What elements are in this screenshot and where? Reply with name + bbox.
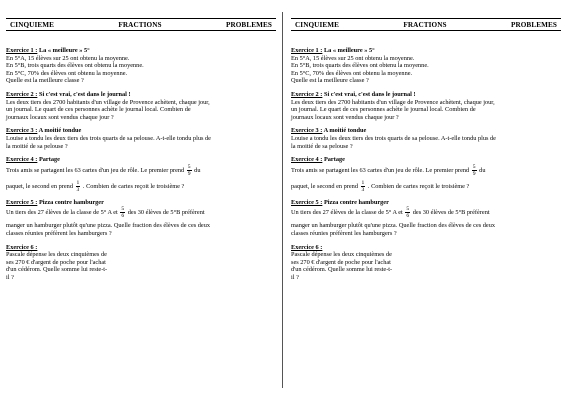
exercise-2 <box>6 91 276 121</box>
exercise-line: Un tiers des 27 élèves de la classe de 5° A et $\frac{5}{6}$ des 30 élèves de 5°B préfèrent <box>291 206 490 220</box>
exercise-line: un journal. Le quart de ces personnes achète le journal local. Combien de <box>6 106 191 114</box>
fraction: $\frac{5}{6}$ <box>406 206 410 220</box>
exercise-title: Exercice 1 : La « meilleure » 5° <box>6 47 90 54</box>
exercise-title: Exercice 6 : <box>6 243 38 251</box>
exercise-line: il ? <box>6 273 14 281</box>
exercise-line: il ? <box>291 273 299 281</box>
exercise-6 <box>291 244 409 282</box>
exercise-line: classes réunies préfèrent les hamburgers ? <box>6 229 112 237</box>
exercise-title: Exercice 4 : Partage <box>291 156 345 164</box>
exercise-line: En 5°B, trois quarts des élèves ont obtenu la moyenne. <box>6 62 144 70</box>
fraction: $\frac{1}{3}$ <box>76 179 80 193</box>
exercise-line: Quelle est la meilleure classe ? <box>291 77 369 85</box>
exercise-4 <box>291 156 561 193</box>
exercise-line: En 5°A, 15 élèves sur 25 ont obtenu la moyenne. <box>6 54 130 62</box>
exercise-3 <box>6 127 276 150</box>
exercise-3 <box>291 127 561 150</box>
exercise-line: Pascale dépense les deux cinquièmes de <box>291 251 392 259</box>
header-level: CINQUIEME <box>295 20 340 29</box>
exercise-title: Exercice 1 : La « meilleure » 5° <box>291 47 375 54</box>
exercise-1 <box>6 47 276 85</box>
exercise-line: la moitié de sa pelouse ? <box>291 142 353 150</box>
exercise-line: manger un hamburger plutôt qu'une pizza. Quelle fraction des élèves de ces deux <box>291 222 496 230</box>
worksheet-header <box>6 18 276 31</box>
exercise-title: Exercice 2 : Si c'est vrai, c'est dans le journal ! <box>291 90 416 98</box>
exercise-line: la moitié de sa pelouse ? <box>6 142 68 150</box>
exercise-line: classes réunies préfèrent les hamburgers ? <box>291 229 397 237</box>
exercise-line: Trois amis se partagent les 63 cartes d'un jeu de rôle. Le premier prend $\frac{5}{9}$ du <box>6 163 201 177</box>
exercise-title: Exercice 3 : A moitié tondue <box>291 127 367 135</box>
exercise-line: Louise a tondu les deux tiers des trois quarts de sa pelouse. A-t-elle tondu plus de <box>6 134 211 142</box>
exercise-line: paquet, le second en prend $\frac{1}{3}$ . Combien de cartes reçoit le troisième ? <box>291 179 470 193</box>
column-divider <box>282 12 283 388</box>
exercise-line: paquet, le second en prend $\frac{1}{3}$ . Combien de cartes reçoit le troisième ? <box>6 179 185 193</box>
exercise-line: En 5°C, 70% des élèves ont obtenu la moyenne. <box>6 69 128 77</box>
fraction: $\frac{1}{3}$ <box>361 179 365 193</box>
exercise-line: Louise a tondu les deux tiers des trois quarts de sa pelouse. A-t-elle tondu plus de <box>291 134 496 142</box>
header-type: PROBLEMES <box>510 20 557 29</box>
exercise-line: Trois amis se partagent les 63 cartes d'un jeu de rôle. Le premier prend $\frac{5}{9}$ du <box>291 163 486 177</box>
exercise-title: Exercice 5 : Pizza contre hamburger <box>6 198 104 206</box>
exercise-2 <box>291 91 561 121</box>
exercise-title: Exercice 3 : A moitié tondue <box>6 127 82 135</box>
exercise-line: Un tiers des 27 élèves de la classe de 5° A et $\frac{5}{6}$ des 30 élèves de 5°B préfèrent <box>6 206 205 220</box>
exercise-title: Exercice 4 : Partage <box>6 156 60 164</box>
exercise-line: Les deux tiers des 2700 habitants d'un village de Provence achètent, chaque jour, <box>6 98 210 106</box>
exercise-1 <box>291 47 561 85</box>
worksheet-column-left <box>6 18 276 281</box>
header-level: CINQUIEME <box>10 20 55 29</box>
fraction: $\frac{5}{6}$ <box>121 206 125 220</box>
fraction: $\frac{5}{9}$ <box>187 163 191 177</box>
worksheet-header <box>291 18 561 31</box>
exercise-line: En 5°A, 15 élèves sur 25 ont obtenu la moyenne. <box>291 54 415 62</box>
exercise-line: ses 270 € d'argent de poche pour l'achat <box>6 258 106 266</box>
fraction: $\frac{5}{9}$ <box>472 163 476 177</box>
exercise-title: Exercice 5 : Pizza contre hamburger <box>291 198 389 206</box>
exercise-line: Quelle est la meilleure classe ? <box>6 77 84 85</box>
header-type: PROBLEMES <box>225 20 272 29</box>
exercise-line: ses 270 € d'argent de poche pour l'achat <box>291 258 391 266</box>
exercise-line: En 5°B, trois quarts des élèves ont obtenu la moyenne. <box>291 62 429 70</box>
header-topic: FRACTIONS <box>403 20 447 29</box>
exercise-line: d'un cédérom. Quelle somme lui reste-t- <box>291 266 393 274</box>
exercise-line: d'un cédérom. Quelle somme lui reste-t- <box>6 266 108 274</box>
exercise-title: Exercice 6 : <box>291 243 323 251</box>
exercise-line: journaux locaux sont vendus chaque jour ? <box>6 113 114 121</box>
exercise-line: journaux locaux sont vendus chaque jour ? <box>291 113 399 121</box>
exercise-6 <box>6 244 124 282</box>
exercise-5 <box>291 199 561 238</box>
worksheet-column-right <box>291 18 561 281</box>
exercise-line: manger un hamburger plutôt qu'une pizza. Quelle fraction des élèves de ces deux <box>6 222 211 230</box>
exercise-4 <box>6 156 276 193</box>
exercise-5 <box>6 199 276 238</box>
exercise-line: Les deux tiers des 2700 habitants d'un village de Provence achètent, chaque jour, <box>291 98 495 106</box>
header-topic: FRACTIONS <box>118 20 162 29</box>
exercise-line: En 5°C, 70% des élèves ont obtenu la moyenne. <box>291 69 413 77</box>
exercise-title: Exercice 2 : Si c'est vrai, c'est dans le journal ! <box>6 90 131 98</box>
exercise-line: Pascale dépense les deux cinquièmes de <box>6 251 107 259</box>
exercise-line: un journal. Le quart de ces personnes achète le journal local. Combien de <box>291 106 476 114</box>
